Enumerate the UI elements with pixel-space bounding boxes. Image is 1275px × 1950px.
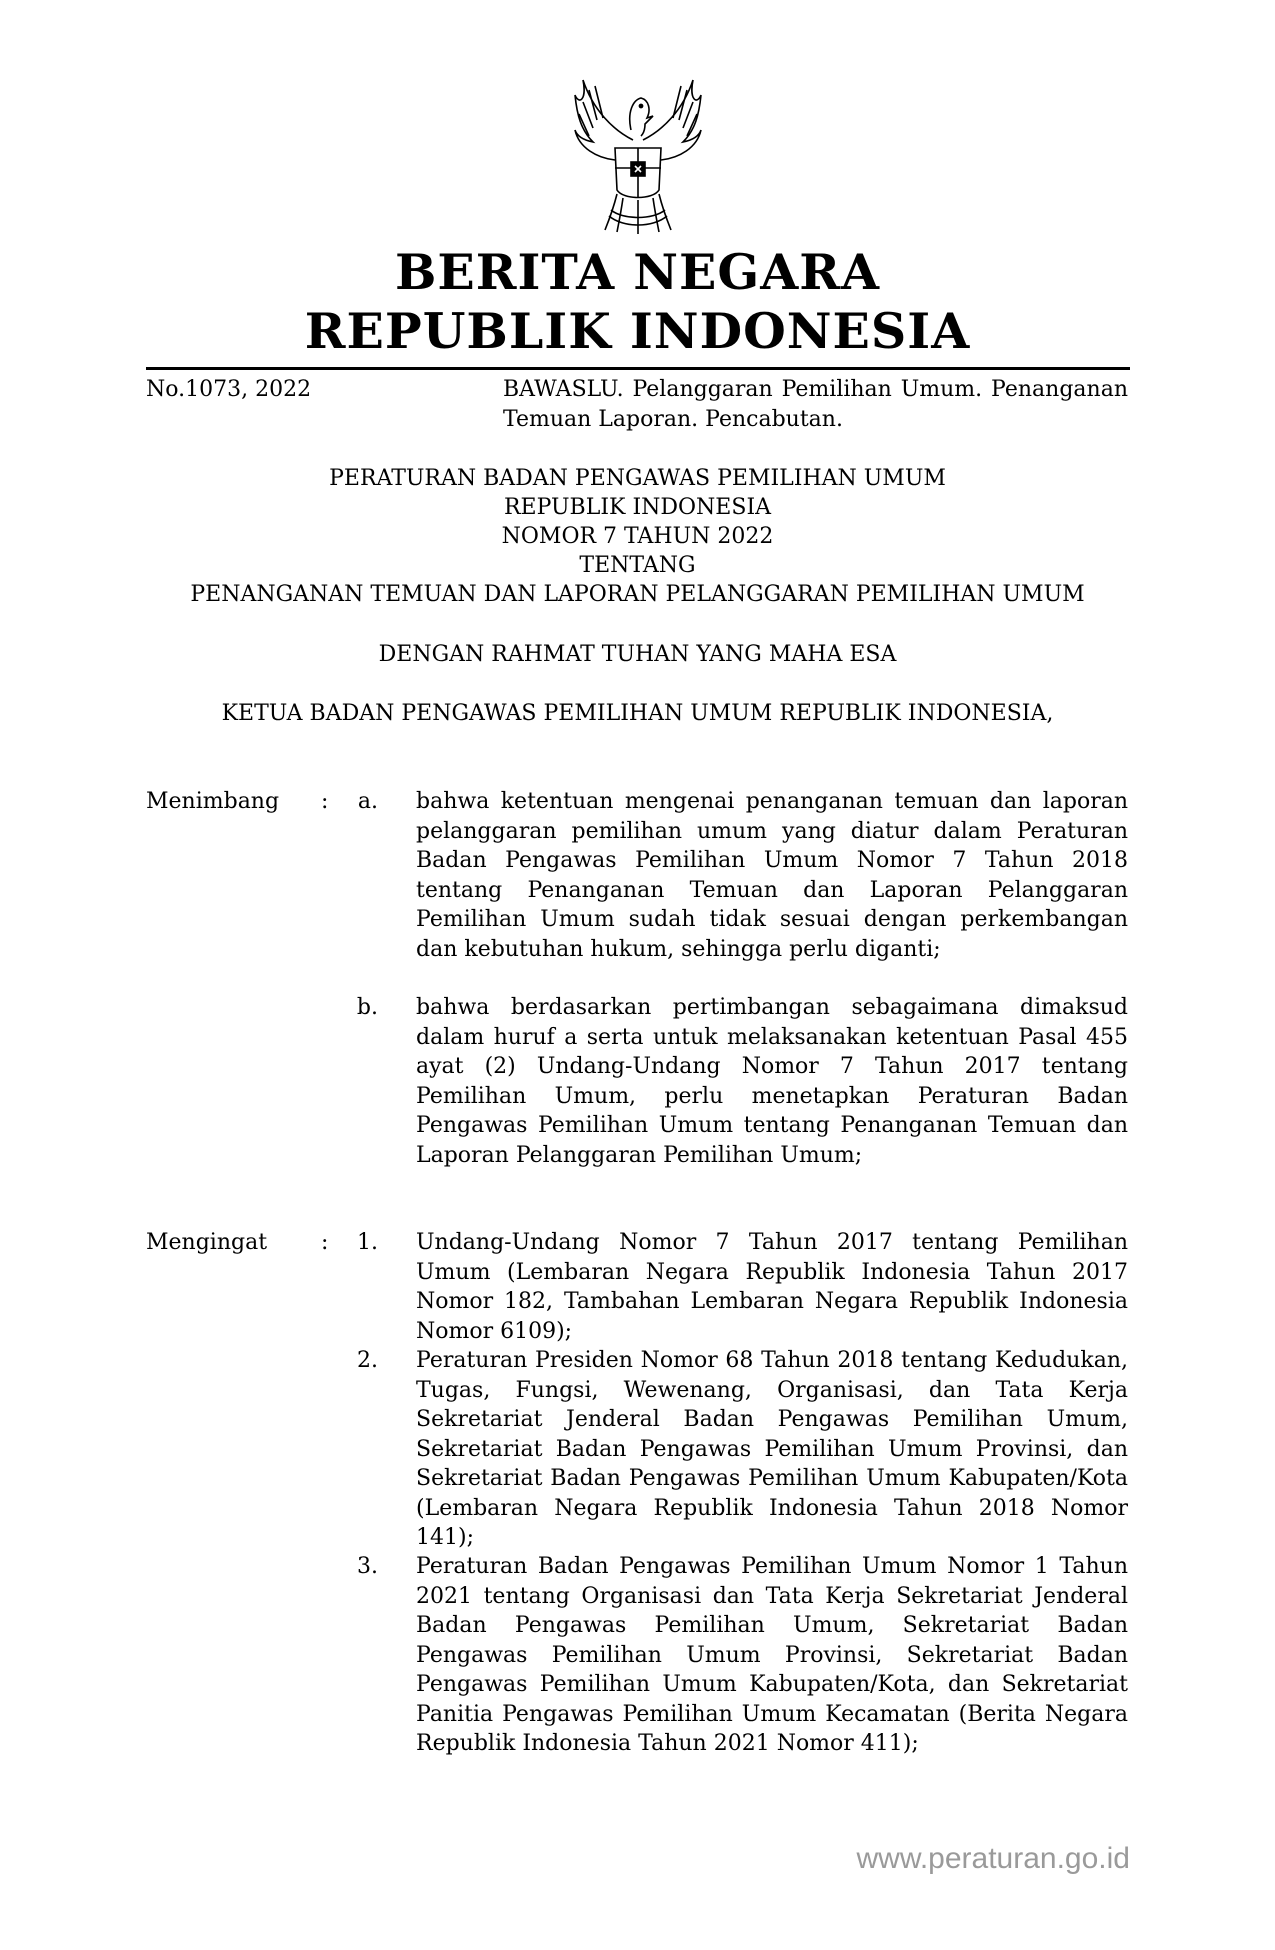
regulation-number: NOMOR 7 TAHUN 2022 xyxy=(501,524,774,549)
mengingat-marker-2: 2. xyxy=(357,1348,378,1373)
invocation: DENGAN RAHMAT TUHAN YANG MAHA ESA xyxy=(378,642,897,667)
document-title-line1: BERITA NEGARA xyxy=(394,243,880,301)
mengingat-item-2: Peraturan Presiden Nomor 68 Tahun 2018 tentang Kedudukan, Tugas, Fungsi, Wewenang, Organisasi, dan Tata Kerja Sekretariat Jenderal Badan Pengawas Pemilihan Umum, Sekretariat Badan Pengawas Pemilihan Umum Provinsi, dan Sekretariat Badan Pengawas Pemilihan Umum Kabupaten/Kota (Lembaran Negara Republik Indonesia Tahun 2018 Nomor 141); xyxy=(416,1348,1128,1550)
issuer: KETUA BADAN PENGAWAS PEMILIHAN UMUM REPUBLIK INDONESIA, xyxy=(221,701,1054,726)
mengingat-colon: : xyxy=(321,1230,329,1255)
document-subject: BAWASLU. Pelanggaran Pemilihan Umum. Penanganan Temuan Laporan. Pencabutan. xyxy=(503,377,1128,432)
menimbang-label: Menimbang xyxy=(146,789,280,814)
regulation-tentang: TENTANG xyxy=(579,553,696,578)
mengingat-item-1: Undang-Undang Nomor 7 Tahun 2017 tentang Pemilihan Umum (Lembaran Negara Republik Indonesia Tahun 2017 Nomor 182, Tambahan Lembaran Negara Republik Indonesia Nomor 6109); xyxy=(416,1230,1128,1344)
mengingat-marker-1: 1. xyxy=(357,1230,378,1255)
menimbang-marker-b: b. xyxy=(356,995,378,1020)
regulation-heading-line2: REPUBLIK INDONESIA xyxy=(503,495,772,520)
regulation-heading-line1: PERATURAN BADAN PENGAWAS PEMILIHAN UMUM xyxy=(329,466,946,491)
menimbang-colon: : xyxy=(321,789,329,814)
mengingat-item-3: Peraturan Badan Pengawas Pemilihan Umum Nomor 1 Tahun 2021 tentang Organisasi dan Tata Kerja Sekretariat Jenderal Badan Pengawas Pemilihan Umum, Sekretariat Badan Pengawas Pemilihan Umum Provinsi, Sekretariat Badan Pengawas Pemilihan Umum Kabupaten/Kota, dan Sekretariat Panitia Pengawas Pemilihan Umum Kecamatan (Berita Negara Republik Indonesia Tahun 2021 Nomor 411); xyxy=(416,1554,1128,1756)
document-number: No.1073, 2022 xyxy=(146,377,312,402)
menimbang-item-a: bahwa ketentuan mengenai penanganan temuan dan laporan pelanggaran pemilihan umum yang diatur dalam Peraturan Badan Pengawas Pemilihan Umum Nomor 7 Tahun 2018 tentang Penanganan Temuan dan Laporan Pelanggaran Pemilihan Umum sudah tidak sesuai dengan perkembangan dan kebutuhan hukum, sehingga perlu diganti; xyxy=(416,789,1128,962)
menimbang-marker-a: a. xyxy=(357,789,378,814)
menimbang-item-b: bahwa berdasarkan pertimbangan sebagaimana dimaksud dalam huruf a serta untuk melaksanakan ketentuan Pasal 455 ayat (2) Undang-Undang Nomor 7 Tahun 2017 tentang Pemilihan Umum, perlu menetapkan Peraturan Badan Pengawas Pemilihan Umum tentang Penanganan Temuan dan Laporan Pelanggaran Pemilihan Umum; xyxy=(416,995,1128,1168)
mengingat-marker-3: 3. xyxy=(357,1554,378,1579)
footer-website-link[interactable]: www.peraturan.go.id xyxy=(856,1842,1130,1875)
garuda-emblem-icon xyxy=(553,70,723,240)
title-divider xyxy=(146,367,1130,370)
document-title-line2: REPUBLIK INDONESIA xyxy=(304,302,971,360)
regulation-subject: PENANGANAN TEMUAN DAN LAPORAN PELANGGARAN PEMILIHAN UMUM xyxy=(190,582,1085,607)
mengingat-label: Mengingat xyxy=(146,1230,268,1255)
